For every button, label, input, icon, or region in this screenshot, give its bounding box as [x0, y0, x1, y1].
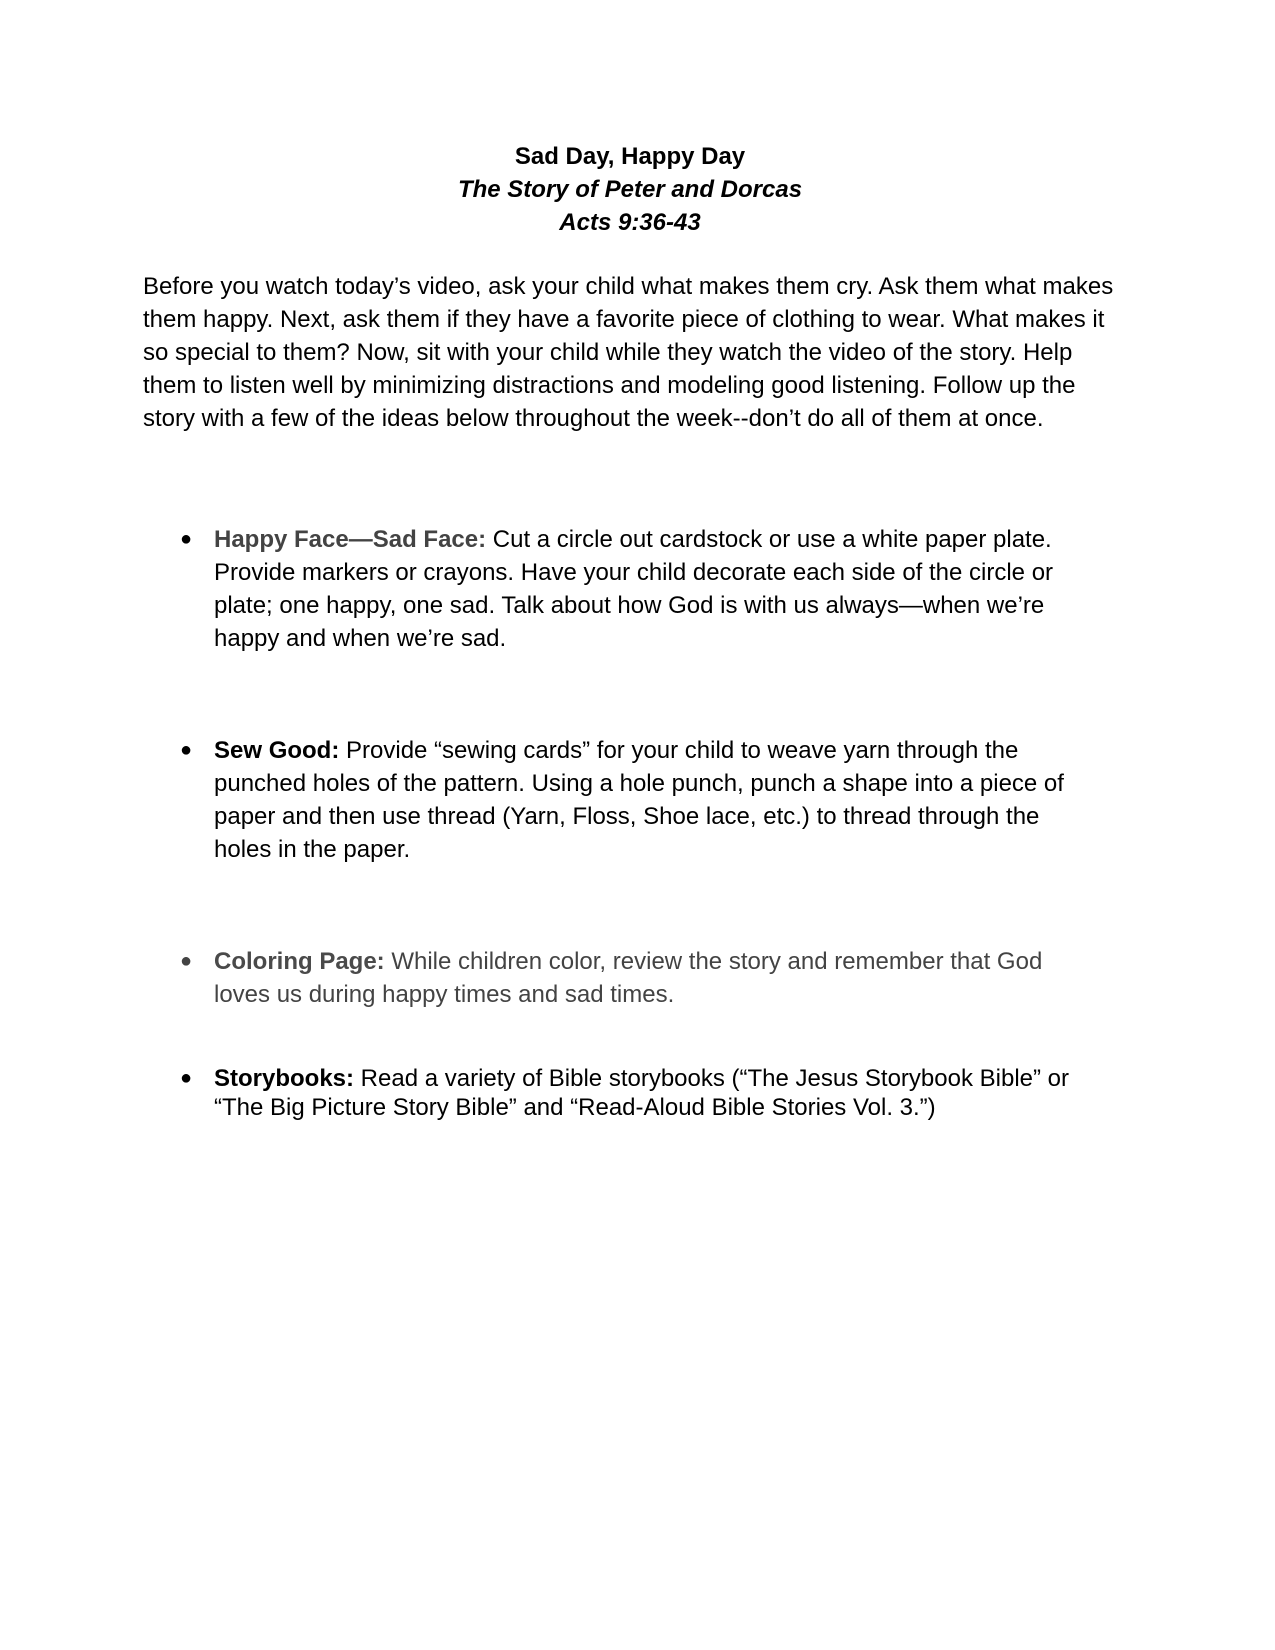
activity-text [214, 523, 1080, 655]
document-title: Sad Day, Happy Day [514, 143, 746, 170]
bullet-icon: ● [180, 739, 193, 761]
bullet-icon: ● [180, 528, 193, 550]
activity-label: Happy Face—Sad Face: [214, 526, 487, 553]
intro-paragraph: Before you watch today’s video, ask your child what makes them cry. Ask them what makes them happy. Next, ask them if they have a favorite piece of clothing to wear. What makes it so special to them? Now, sit with your child while they watch the video of the story. Help them to listen well by minimizing distractions and modeling good listening. Follow up the story with a few of the ideas below throughout the week--don’t do all of them at once. [143, 273, 1114, 432]
activity-label: Storybooks: [214, 1065, 355, 1092]
activity-text [214, 945, 1080, 1011]
activity-description: While children color, review the story and remember that God loves us during happy times and sad times. [214, 948, 1043, 1008]
scripture-reference: Acts 9:36-43 [559, 209, 701, 236]
activity-description: Cut a circle out cardstock or use a white paper plate. Provide markers or crayons. Have your child decorate each side of the circle or plate; one happy, one sad. Talk about how God is with us always—when we’re happy and when we’re sad. [214, 526, 1054, 652]
activity-label: Coloring Page: [214, 948, 385, 975]
bullet-icon: ● [180, 1067, 193, 1089]
activity-text [214, 1064, 1080, 1122]
bullet-icon: ● [180, 950, 193, 972]
activity-text [214, 734, 1080, 866]
activity-label: Sew Good: [214, 737, 340, 764]
activity-description: Read a variety of Bible storybooks (“The Jesus Storybook Bible” or “The Big Picture Story Bible” and “Read-Aloud Bible Stories Vol. 3.”) [214, 1065, 1069, 1121]
document-header [143, 140, 1117, 239]
document-subtitle: The Story of Peter and Dorcas [457, 176, 803, 203]
activity-description: Provide “sewing cards” for your child to weave yarn through the punched holes of the pattern. Using a hole punch, punch a shape into a piece of paper and then use thread (Yarn, Floss, Shoe lace, etc.) to thread through the holes in the paper. [214, 737, 1064, 863]
